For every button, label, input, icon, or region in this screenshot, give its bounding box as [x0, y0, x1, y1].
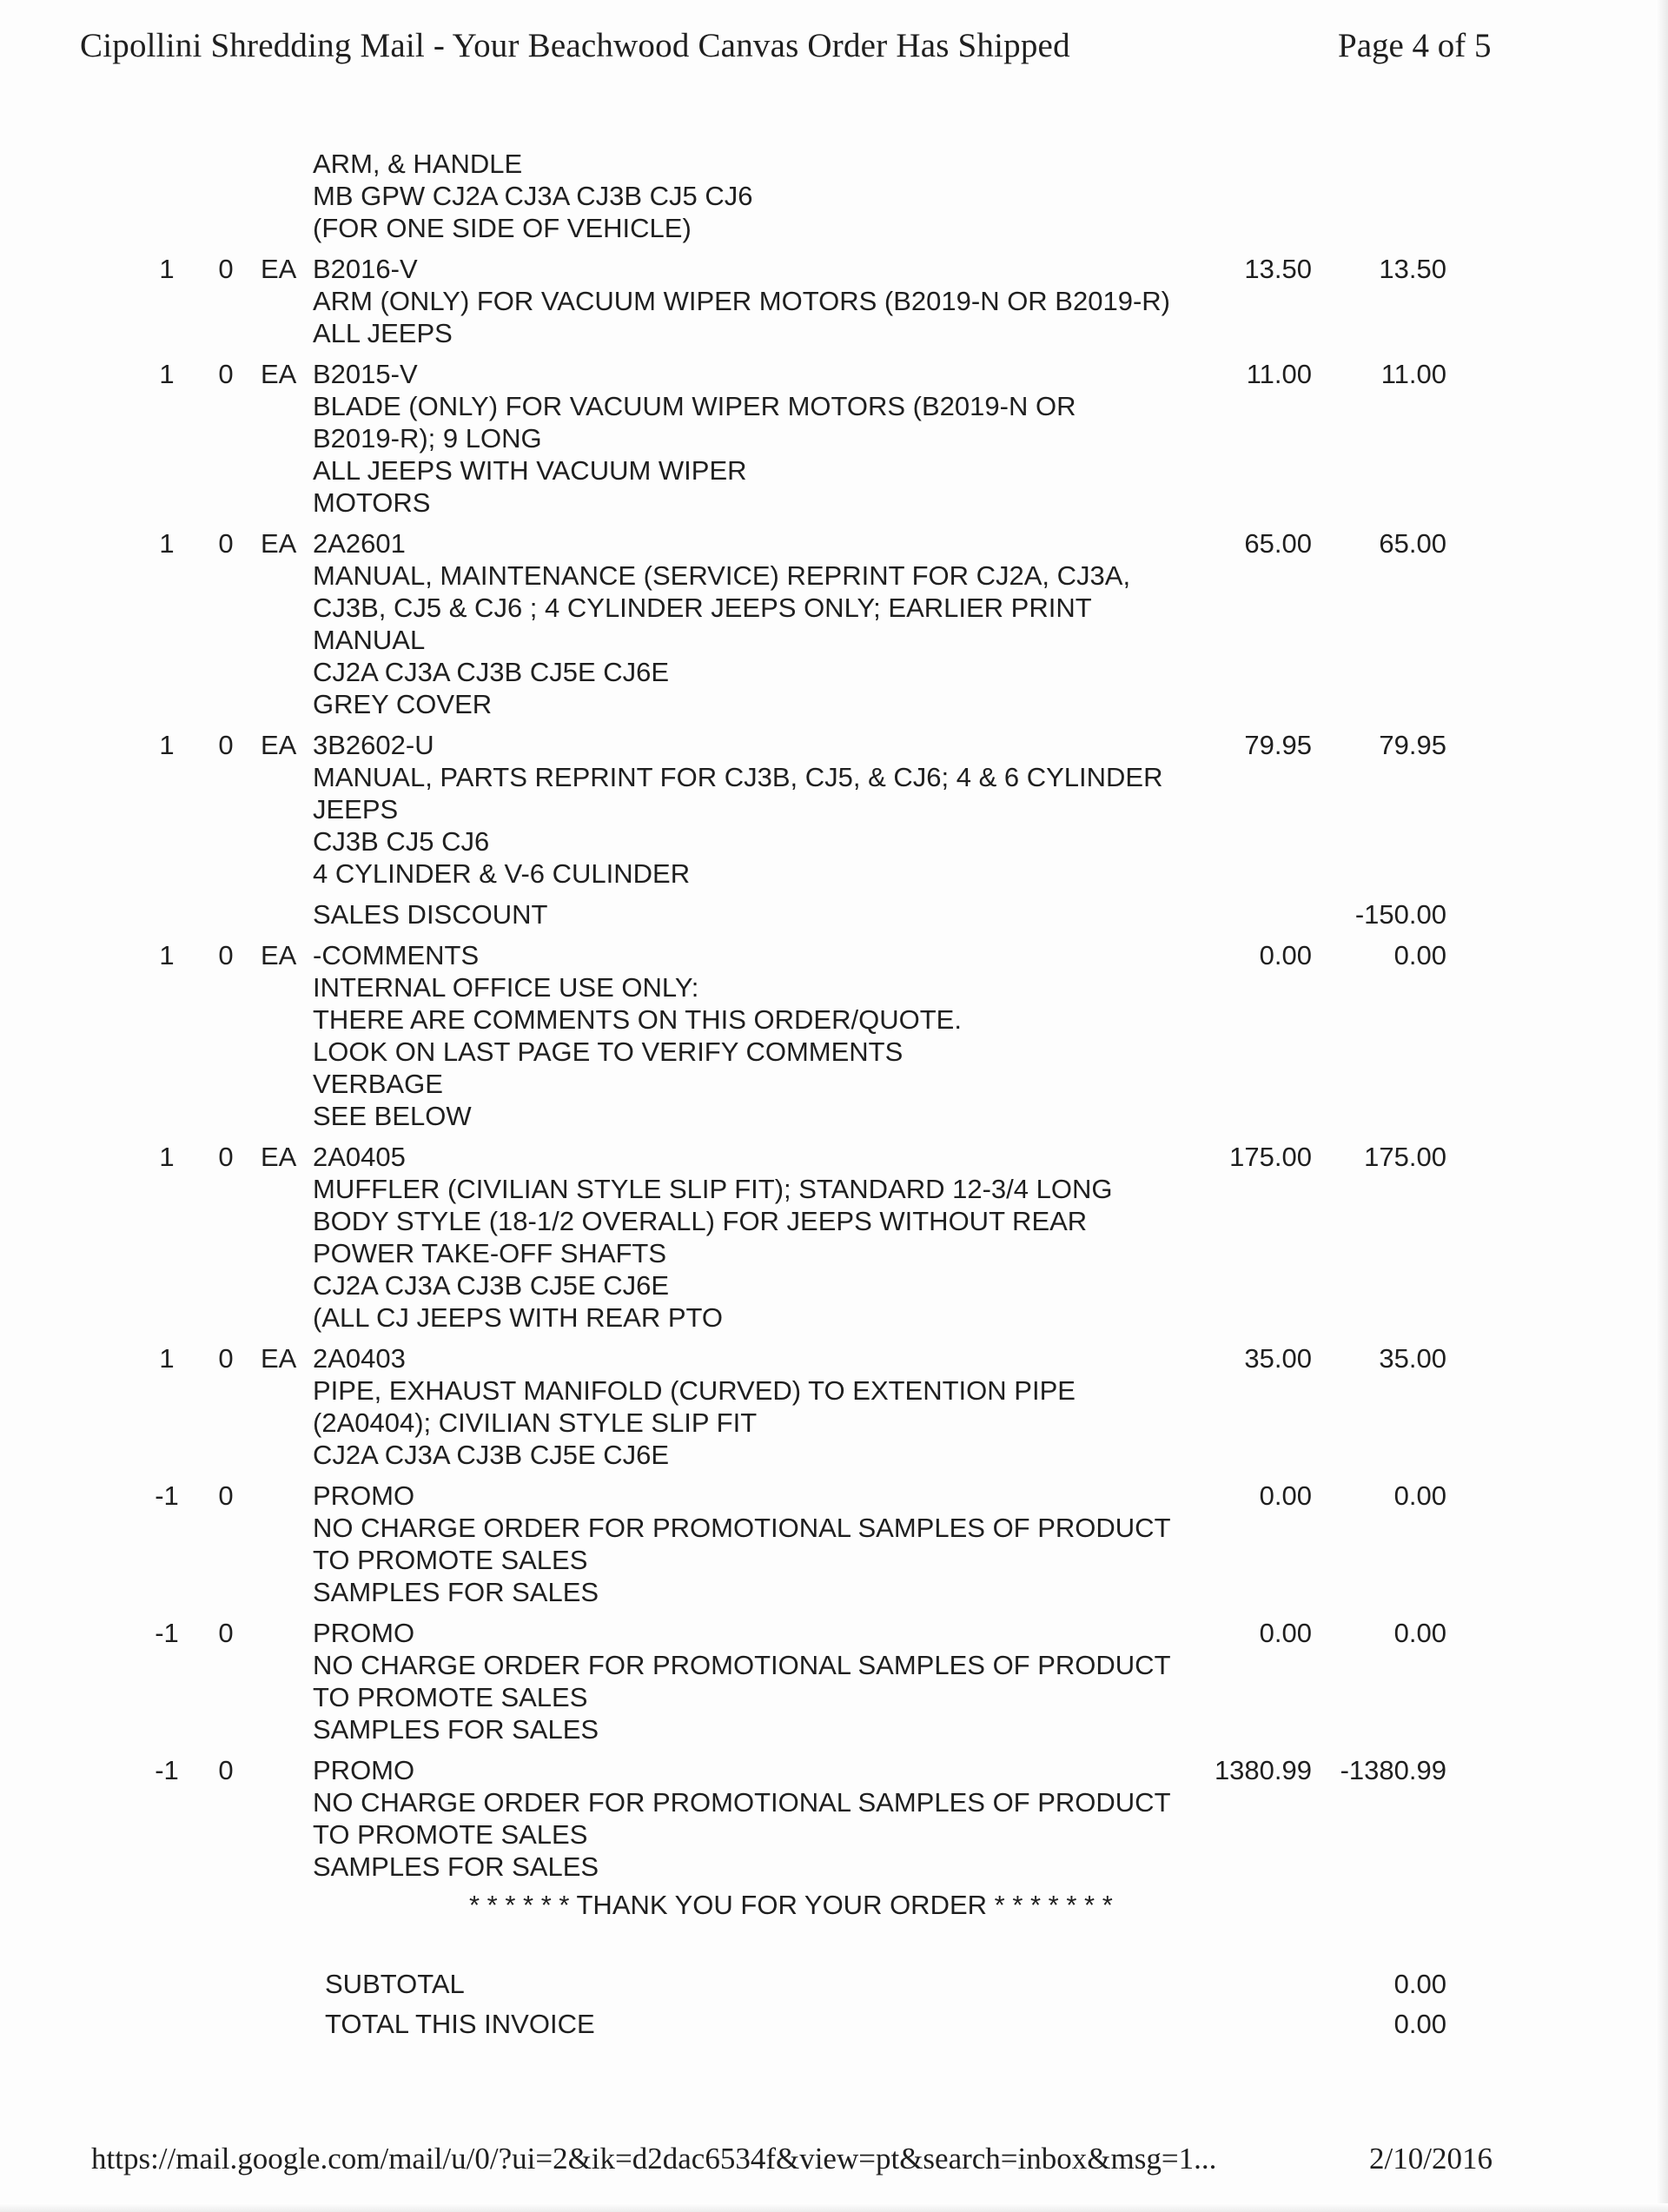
- table-row: [0, 1342, 1668, 1471]
- description-line: 2A2601: [313, 528, 406, 559]
- description-line: 3B2602-U: [313, 730, 434, 760]
- quantity-cell: 1: [159, 528, 175, 559]
- unit-cell: EA: [261, 1343, 297, 1374]
- description-line: GREY COVER: [313, 689, 493, 719]
- description-line: 4 CYLINDER & V-6 CULINDER: [313, 858, 691, 889]
- description-line: MANUAL: [313, 625, 426, 655]
- unit-price-cell: 1380.99: [1214, 1755, 1312, 1785]
- extended-price-cell: 0.00: [1393, 940, 1446, 970]
- unit-cell: EA: [261, 1142, 297, 1172]
- description-line: TO PROMOTE SALES: [313, 1819, 588, 1850]
- description-line: PROMO: [313, 1618, 415, 1648]
- extended-price-cell: -150.00: [1354, 899, 1446, 930]
- extended-price-cell: 175.00: [1364, 1142, 1446, 1172]
- quantity-cell: -1: [155, 1755, 179, 1785]
- quantity-cell: 1: [159, 1343, 175, 1374]
- unit-price-cell: 175.00: [1229, 1142, 1312, 1172]
- description-line: (ALL CJ JEEPS WITH REAR PTO: [313, 1302, 723, 1333]
- description-line: ALL JEEPS: [313, 318, 453, 348]
- description-cell: [313, 527, 1234, 720]
- backorder-cell: 0: [218, 528, 234, 559]
- description-line: 2A0405: [313, 1142, 406, 1172]
- total-value: 0.00: [1393, 2009, 1446, 2039]
- extended-price-cell: 0.00: [1393, 1618, 1446, 1648]
- description-line: ARM (ONLY) FOR VACUUM WIPER MOTORS (B2019-N OR B2019-R): [313, 286, 1170, 316]
- unit-price-cell: 65.00: [1244, 528, 1312, 559]
- description-cell: [313, 898, 1234, 930]
- page-bottom-edge: [0, 2203, 1668, 2212]
- table-row: [0, 253, 1668, 349]
- description-line: MOTORS: [313, 487, 431, 518]
- backorder-cell: 0: [218, 1142, 234, 1172]
- page-number: Page 4 of 5: [1338, 27, 1492, 64]
- subtotal-label: SUBTOTAL: [325, 1969, 465, 1999]
- extended-price-cell: 65.00: [1379, 528, 1446, 559]
- quantity-cell: 1: [159, 359, 175, 389]
- description-line: SAMPLES FOR SALES: [313, 1577, 599, 1607]
- description-cell: [313, 1141, 1234, 1334]
- description-line: CJ3B CJ5 CJ6: [313, 826, 490, 857]
- table-row: [0, 1617, 1668, 1745]
- description-line: TO PROMOTE SALES: [313, 1545, 588, 1575]
- description-line: NO CHARGE ORDER FOR PROMOTIONAL SAMPLES OF PRODUCT: [313, 1650, 1171, 1680]
- description-cell: [313, 253, 1234, 349]
- table-row: [0, 148, 1668, 244]
- unit-cell: EA: [261, 254, 297, 284]
- extended-price-cell: 0.00: [1393, 1480, 1446, 1511]
- table-row: [0, 1480, 1668, 1608]
- description-line: SAMPLES FOR SALES: [313, 1714, 599, 1745]
- backorder-cell: 0: [218, 1618, 234, 1648]
- description-cell: [313, 1480, 1234, 1608]
- unit-price-cell: 0.00: [1259, 1480, 1312, 1511]
- table-row: [0, 1754, 1668, 1883]
- description-line: SALES DISCOUNT: [313, 899, 548, 930]
- description-cell: [313, 939, 1234, 1132]
- description-line: TO PROMOTE SALES: [313, 1682, 588, 1712]
- description-line: (FOR ONE SIDE OF VEHICLE): [313, 213, 692, 243]
- table-row: [0, 1141, 1668, 1334]
- description-line: JEEPS: [313, 794, 399, 825]
- description-line: 2A0403: [313, 1343, 406, 1374]
- description-line: MANUAL, PARTS REPRINT FOR CJ3B, CJ5, & CJ6; 4 & 6 CYLINDER: [313, 762, 1163, 792]
- total-row: [0, 2009, 1668, 2049]
- unit-cell: EA: [261, 528, 297, 559]
- description-line: CJ2A CJ3A CJ3B CJ5E CJ6E: [313, 657, 670, 687]
- description-line: VERBAGE: [313, 1069, 443, 1099]
- table-row: [0, 358, 1668, 519]
- unit-cell: EA: [261, 940, 297, 970]
- extended-price-cell: 35.00: [1379, 1343, 1446, 1374]
- backorder-cell: 0: [218, 940, 234, 970]
- description-cell: [313, 148, 1234, 244]
- unit-price-cell: 79.95: [1244, 730, 1312, 760]
- description-line: NO CHARGE ORDER FOR PROMOTIONAL SAMPLES OF PRODUCT: [313, 1787, 1171, 1818]
- description-line: ALL JEEPS WITH VACUUM WIPER: [313, 455, 747, 486]
- quantity-cell: 1: [159, 940, 175, 970]
- description-line: BLADE (ONLY) FOR VACUUM WIPER MOTORS (B2019-N OR: [313, 391, 1076, 421]
- extended-price-cell: 11.00: [1380, 359, 1446, 389]
- description-line: NO CHARGE ORDER FOR PROMOTIONAL SAMPLES OF PRODUCT: [313, 1513, 1171, 1543]
- description-line: B2016-V: [313, 254, 418, 284]
- description-line: B2019-R); 9 LONG: [313, 423, 542, 454]
- quantity-cell: 1: [159, 1142, 175, 1172]
- extended-price-cell: 79.95: [1379, 730, 1446, 760]
- description-line: POWER TAKE-OFF SHAFTS: [313, 1238, 667, 1268]
- description-cell: [313, 358, 1234, 519]
- table-row: [0, 729, 1668, 890]
- description-line: PIPE, EXHAUST MANIFOLD (CURVED) TO EXTENTION PIPE: [313, 1375, 1076, 1406]
- footer-url: https://mail.google.com/mail/u/0/?ui=2&ik=d2dac6534f&view=pt&search=inbox&msg=1...: [91, 2142, 1217, 2176]
- thank-you-message: * * * * * * THANK YOU FOR YOUR ORDER * * * * * * *: [469, 1890, 1113, 1920]
- quantity-cell: 1: [159, 254, 175, 284]
- backorder-cell: 0: [218, 254, 234, 284]
- description-line: CJ2A CJ3A CJ3B CJ5E CJ6E: [313, 1440, 670, 1470]
- description-line: LOOK ON LAST PAGE TO VERIFY COMMENTS: [313, 1036, 904, 1067]
- description-line: INTERNAL OFFICE USE ONLY:: [313, 972, 699, 1003]
- description-line: B2015-V: [313, 359, 418, 389]
- unit-cell: EA: [261, 730, 297, 760]
- description-line: SAMPLES FOR SALES: [313, 1851, 599, 1882]
- description-line: ARM, & HANDLE: [313, 149, 523, 179]
- footer-date: 2/10/2016: [1369, 2142, 1493, 2176]
- unit-price-cell: 13.50: [1244, 254, 1312, 284]
- description-line: BODY STYLE (18-1/2 OVERALL) FOR JEEPS WITHOUT REAR: [313, 1206, 1088, 1236]
- description-line: MUFFLER (CIVILIAN STYLE SLIP FIT); STANDARD 12-3/4 LONG: [313, 1174, 1113, 1204]
- table-row: [0, 527, 1668, 720]
- description-line: PROMO: [313, 1480, 415, 1511]
- backorder-cell: 0: [218, 730, 234, 760]
- backorder-cell: 0: [218, 1480, 234, 1511]
- invoice-totals: [0, 1969, 1668, 2049]
- table-row: [0, 939, 1668, 1132]
- extended-price-cell: -1380.99: [1340, 1755, 1446, 1785]
- description-line: THERE ARE COMMENTS ON THIS ORDER/QUOTE.: [313, 1004, 962, 1035]
- description-cell: [313, 1617, 1234, 1745]
- unit-price-cell: 0.00: [1259, 1618, 1312, 1648]
- total-label: TOTAL THIS INVOICE: [325, 2009, 595, 2039]
- description-cell: [313, 1342, 1234, 1471]
- quantity-cell: 1: [159, 730, 175, 760]
- description-line: PROMO: [313, 1755, 415, 1785]
- backorder-cell: 0: [218, 1755, 234, 1785]
- description-line: (2A0404); CIVILIAN STYLE SLIP FIT: [313, 1407, 758, 1438]
- backorder-cell: 0: [218, 359, 234, 389]
- quantity-cell: -1: [155, 1480, 179, 1511]
- unit-cell: EA: [261, 359, 297, 389]
- extended-price-cell: 13.50: [1379, 254, 1446, 284]
- subtotal-value: 0.00: [1393, 1969, 1446, 1999]
- description-line: MB GPW CJ2A CJ3A CJ3B CJ5 CJ6: [313, 181, 753, 211]
- unit-price-cell: 35.00: [1244, 1343, 1312, 1374]
- page-edge-shadow: [1656, 0, 1668, 2212]
- invoice-line-items: [0, 148, 1668, 1891]
- description-cell: [313, 1754, 1234, 1883]
- quantity-cell: -1: [155, 1618, 179, 1648]
- description-line: SEE BELOW: [313, 1101, 472, 1131]
- unit-price-cell: 11.00: [1246, 359, 1312, 389]
- table-row: [0, 898, 1668, 930]
- description-line: CJ3B, CJ5 & CJ6 ; 4 CYLINDER JEEPS ONLY; EARLIER PRINT: [313, 593, 1092, 623]
- description-line: MANUAL, MAINTENANCE (SERVICE) REPRINT FOR CJ2A, CJ3A,: [313, 560, 1131, 591]
- description-cell: [313, 729, 1234, 890]
- page-header-title: Cipollini Shredding Mail - Your Beachwood Canvas Order Has Shipped: [80, 27, 1070, 64]
- unit-price-cell: 0.00: [1259, 940, 1312, 970]
- description-line: CJ2A CJ3A CJ3B CJ5E CJ6E: [313, 1270, 670, 1301]
- subtotal-row: [0, 1969, 1668, 2009]
- description-line: -COMMENTS: [313, 940, 480, 970]
- backorder-cell: 0: [218, 1343, 234, 1374]
